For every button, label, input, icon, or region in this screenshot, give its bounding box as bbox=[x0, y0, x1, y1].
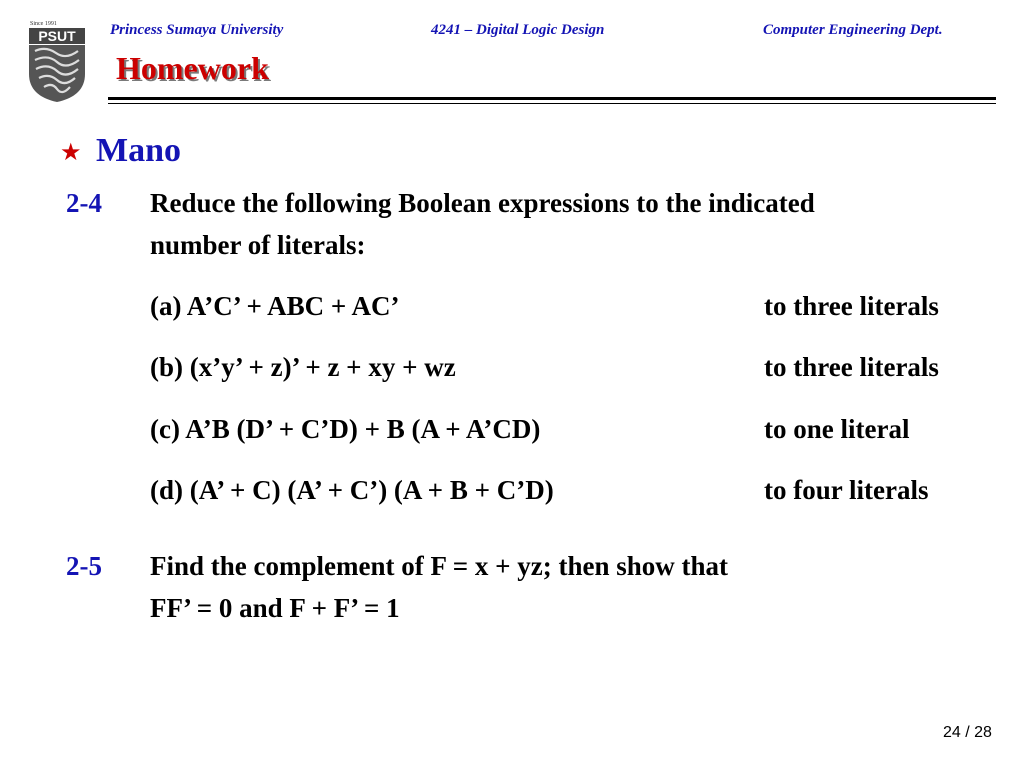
header-rule-thin bbox=[108, 103, 996, 104]
header-department: Computer Engineering Dept. bbox=[763, 22, 943, 38]
header-rule-thick bbox=[108, 97, 996, 100]
problem-text-line: Reduce the following Boolean expressions to the indicated bbox=[150, 188, 815, 218]
problem-text-line: number of literals: bbox=[150, 230, 366, 260]
logo-text: PSUT bbox=[38, 28, 76, 44]
expression-d: (d) (A’ + C) (A’ + C’) (A + B + C’D) bbox=[150, 475, 554, 505]
target-a: to three literals bbox=[764, 291, 939, 321]
problem-number: 2-4 bbox=[66, 188, 102, 218]
expression-b: (b) (x’y’ + z)’ + z + xy + wz bbox=[150, 352, 456, 382]
slide-title: Homework bbox=[116, 50, 269, 86]
psut-logo bbox=[26, 18, 88, 104]
bullet-mano: Mano bbox=[96, 132, 181, 169]
header-university: Princess Sumaya University bbox=[110, 22, 284, 38]
problem-text-line: Find the complement of F = x + yz; then show that bbox=[150, 551, 728, 581]
star-bullet-icon: ★ bbox=[60, 140, 82, 166]
target-d: to four literals bbox=[764, 475, 929, 505]
logo-since-text: Since 1991 bbox=[30, 21, 57, 27]
page-number: 24 / 28 bbox=[943, 724, 992, 741]
expression-c: (c) A’B (D’ + C’D) + B (A + A’CD) bbox=[150, 414, 541, 444]
target-c: to one literal bbox=[764, 414, 910, 444]
expression-a: (a) A’C’ + ABC + AC’ bbox=[150, 291, 400, 321]
problem-text-line: FF’ = 0 and F + F’ = 1 bbox=[150, 593, 400, 623]
problem-number: 2-5 bbox=[66, 551, 102, 581]
target-b: to three literals bbox=[764, 352, 939, 382]
header-course: 4241 – Digital Logic Design bbox=[431, 22, 605, 38]
